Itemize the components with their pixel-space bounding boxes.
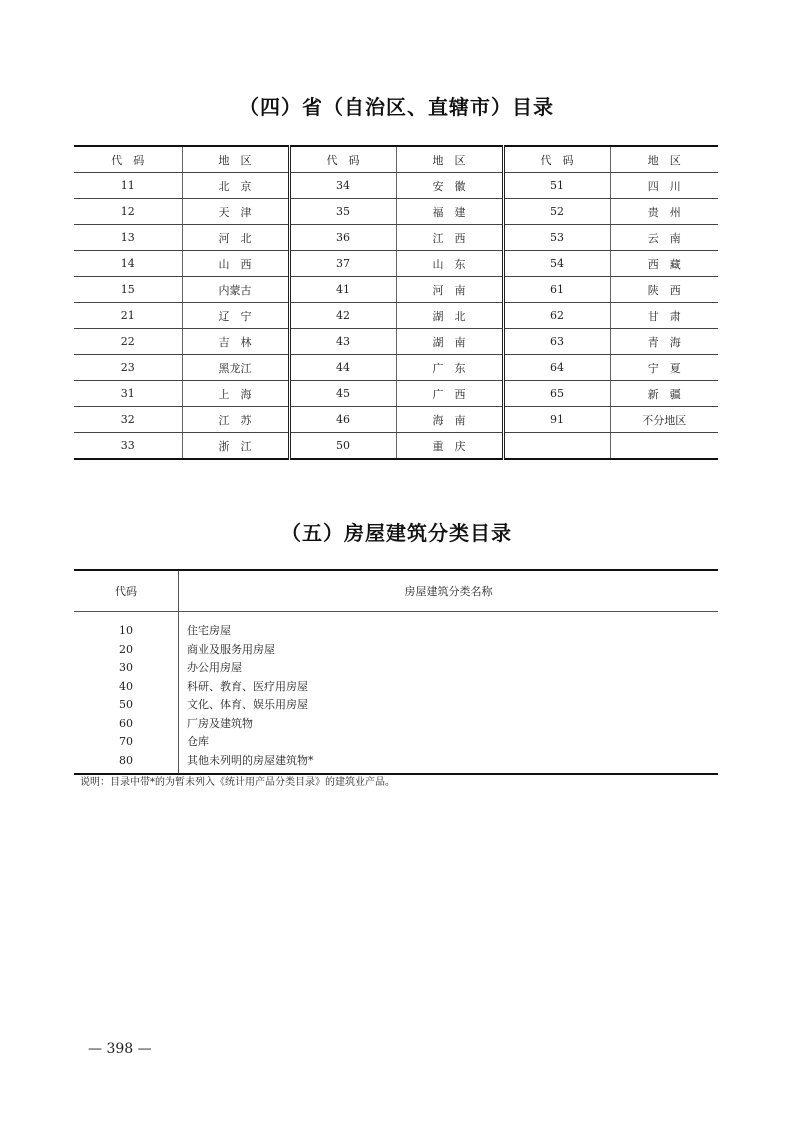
table-row xyxy=(74,407,718,433)
category-name: 住宅房屋 xyxy=(187,624,231,637)
region-name: 不分地区 xyxy=(610,407,718,433)
region-name: 海 南 xyxy=(396,407,503,433)
region-name xyxy=(610,433,718,460)
page-number: — 398 — xyxy=(88,1041,152,1057)
table-row xyxy=(74,225,718,251)
region-name: 山 东 xyxy=(396,251,503,277)
region-name: 河 北 xyxy=(182,225,289,251)
region-code: 52 xyxy=(503,199,610,225)
region-name: 山 西 xyxy=(182,251,289,277)
province-table xyxy=(74,145,718,460)
category-name: 其他未列明的房屋建筑物* xyxy=(187,753,314,767)
header-code: 代 码 xyxy=(503,146,610,173)
building-table-header xyxy=(74,571,718,612)
region-name: 湖 北 xyxy=(396,303,503,329)
region-code: 34 xyxy=(289,173,396,199)
category-code: 10 xyxy=(119,624,133,637)
region-code: 63 xyxy=(503,329,610,355)
table-row xyxy=(74,173,718,199)
region-name: 江 苏 xyxy=(182,407,289,433)
category-name: 办公用房屋 xyxy=(187,661,242,674)
region-name: 北 京 xyxy=(182,173,289,199)
region-code: 62 xyxy=(503,303,610,329)
table-row xyxy=(74,355,718,381)
region-code: 37 xyxy=(289,251,396,277)
region-name: 黑龙江 xyxy=(182,355,289,381)
region-name: 甘 肃 xyxy=(610,303,718,329)
region-name: 宁 夏 xyxy=(610,355,718,381)
region-code: 43 xyxy=(289,329,396,355)
region-code: 45 xyxy=(289,381,396,407)
category-name: 厂房及建筑物 xyxy=(187,716,253,730)
region-name: 安 徽 xyxy=(396,173,503,199)
region-code: 15 xyxy=(74,277,182,303)
region-code: 51 xyxy=(503,173,610,199)
region-name: 湖 南 xyxy=(396,329,503,355)
building-table xyxy=(74,569,718,775)
category-name: 科研、教育、医疗用房屋 xyxy=(187,679,308,693)
region-name: 浙 江 xyxy=(182,433,289,460)
region-code: 31 xyxy=(74,381,182,407)
region-name: 四 川 xyxy=(610,173,718,199)
category-code: 30 xyxy=(119,661,133,674)
category-code: 40 xyxy=(119,679,133,693)
table-row xyxy=(74,277,718,303)
region-name: 西 藏 xyxy=(610,251,718,277)
section5-title: （五）房屋建筑分类目录 xyxy=(281,521,512,545)
region-code: 36 xyxy=(289,225,396,251)
table-row xyxy=(74,303,718,329)
region-name: 辽 宁 xyxy=(182,303,289,329)
region-code xyxy=(503,433,610,460)
table-row xyxy=(74,381,718,407)
region-code: 91 xyxy=(503,407,610,433)
region-name: 福 建 xyxy=(396,199,503,225)
region-code: 22 xyxy=(74,329,182,355)
header-region: 地 区 xyxy=(396,146,503,173)
region-code: 11 xyxy=(74,173,182,199)
header-code: 代 码 xyxy=(289,146,396,173)
code-column xyxy=(74,612,179,773)
region-code: 53 xyxy=(503,225,610,251)
province-table-header xyxy=(74,146,718,173)
region-code: 35 xyxy=(289,199,396,225)
region-code: 61 xyxy=(503,277,610,303)
section4-title: （四）省（自治区、直辖市）目录 xyxy=(239,95,554,119)
category-name: 仓库 xyxy=(187,735,209,748)
region-name: 天 津 xyxy=(182,199,289,225)
footnote: 说明：目录中带*的为暂未列入《统计用产品分类目录》的建筑业产品。 xyxy=(80,777,395,788)
region-name: 云 南 xyxy=(610,225,718,251)
region-code: 13 xyxy=(74,225,182,251)
region-name: 陕 西 xyxy=(610,277,718,303)
region-code: 33 xyxy=(74,433,182,460)
header-region: 地 区 xyxy=(610,146,718,173)
region-code: 44 xyxy=(289,355,396,381)
table-row xyxy=(74,199,718,225)
region-code: 41 xyxy=(289,277,396,303)
region-code: 23 xyxy=(74,355,182,381)
region-code: 65 xyxy=(503,381,610,407)
region-name: 吉 林 xyxy=(182,329,289,355)
region-code: 12 xyxy=(74,199,182,225)
region-name: 青 海 xyxy=(610,329,718,355)
category-code: 60 xyxy=(119,716,133,730)
category-name: 文化、体育、娱乐用房屋 xyxy=(187,698,308,711)
header-code: 代码 xyxy=(74,571,179,611)
category-code: 20 xyxy=(119,642,133,656)
region-code: 50 xyxy=(289,433,396,460)
region-name: 内蒙古 xyxy=(182,277,289,303)
table-row xyxy=(74,251,718,277)
category-code: 50 xyxy=(119,698,133,711)
region-code: 64 xyxy=(503,355,610,381)
header-region: 地 区 xyxy=(182,146,289,173)
region-code: 32 xyxy=(74,407,182,433)
region-code: 42 xyxy=(289,303,396,329)
region-name: 广 东 xyxy=(396,355,503,381)
name-column xyxy=(179,612,718,773)
region-code: 54 xyxy=(503,251,610,277)
region-name: 贵 州 xyxy=(610,199,718,225)
category-code: 80 xyxy=(119,753,133,767)
table-row xyxy=(74,433,718,460)
header-category-name: 房屋建筑分类名称 xyxy=(404,585,493,598)
region-name: 江 西 xyxy=(396,225,503,251)
region-code: 21 xyxy=(74,303,182,329)
category-code: 70 xyxy=(119,735,133,748)
region-name: 河 南 xyxy=(396,277,503,303)
table-row xyxy=(74,329,718,355)
region-name: 上 海 xyxy=(182,381,289,407)
header-code: 代 码 xyxy=(74,146,182,173)
region-name: 重 庆 xyxy=(396,433,503,460)
region-code: 14 xyxy=(74,251,182,277)
region-name: 广 西 xyxy=(396,381,503,407)
region-name: 新 疆 xyxy=(610,381,718,407)
region-code: 46 xyxy=(289,407,396,433)
category-name: 商业及服务用房屋 xyxy=(187,642,275,656)
